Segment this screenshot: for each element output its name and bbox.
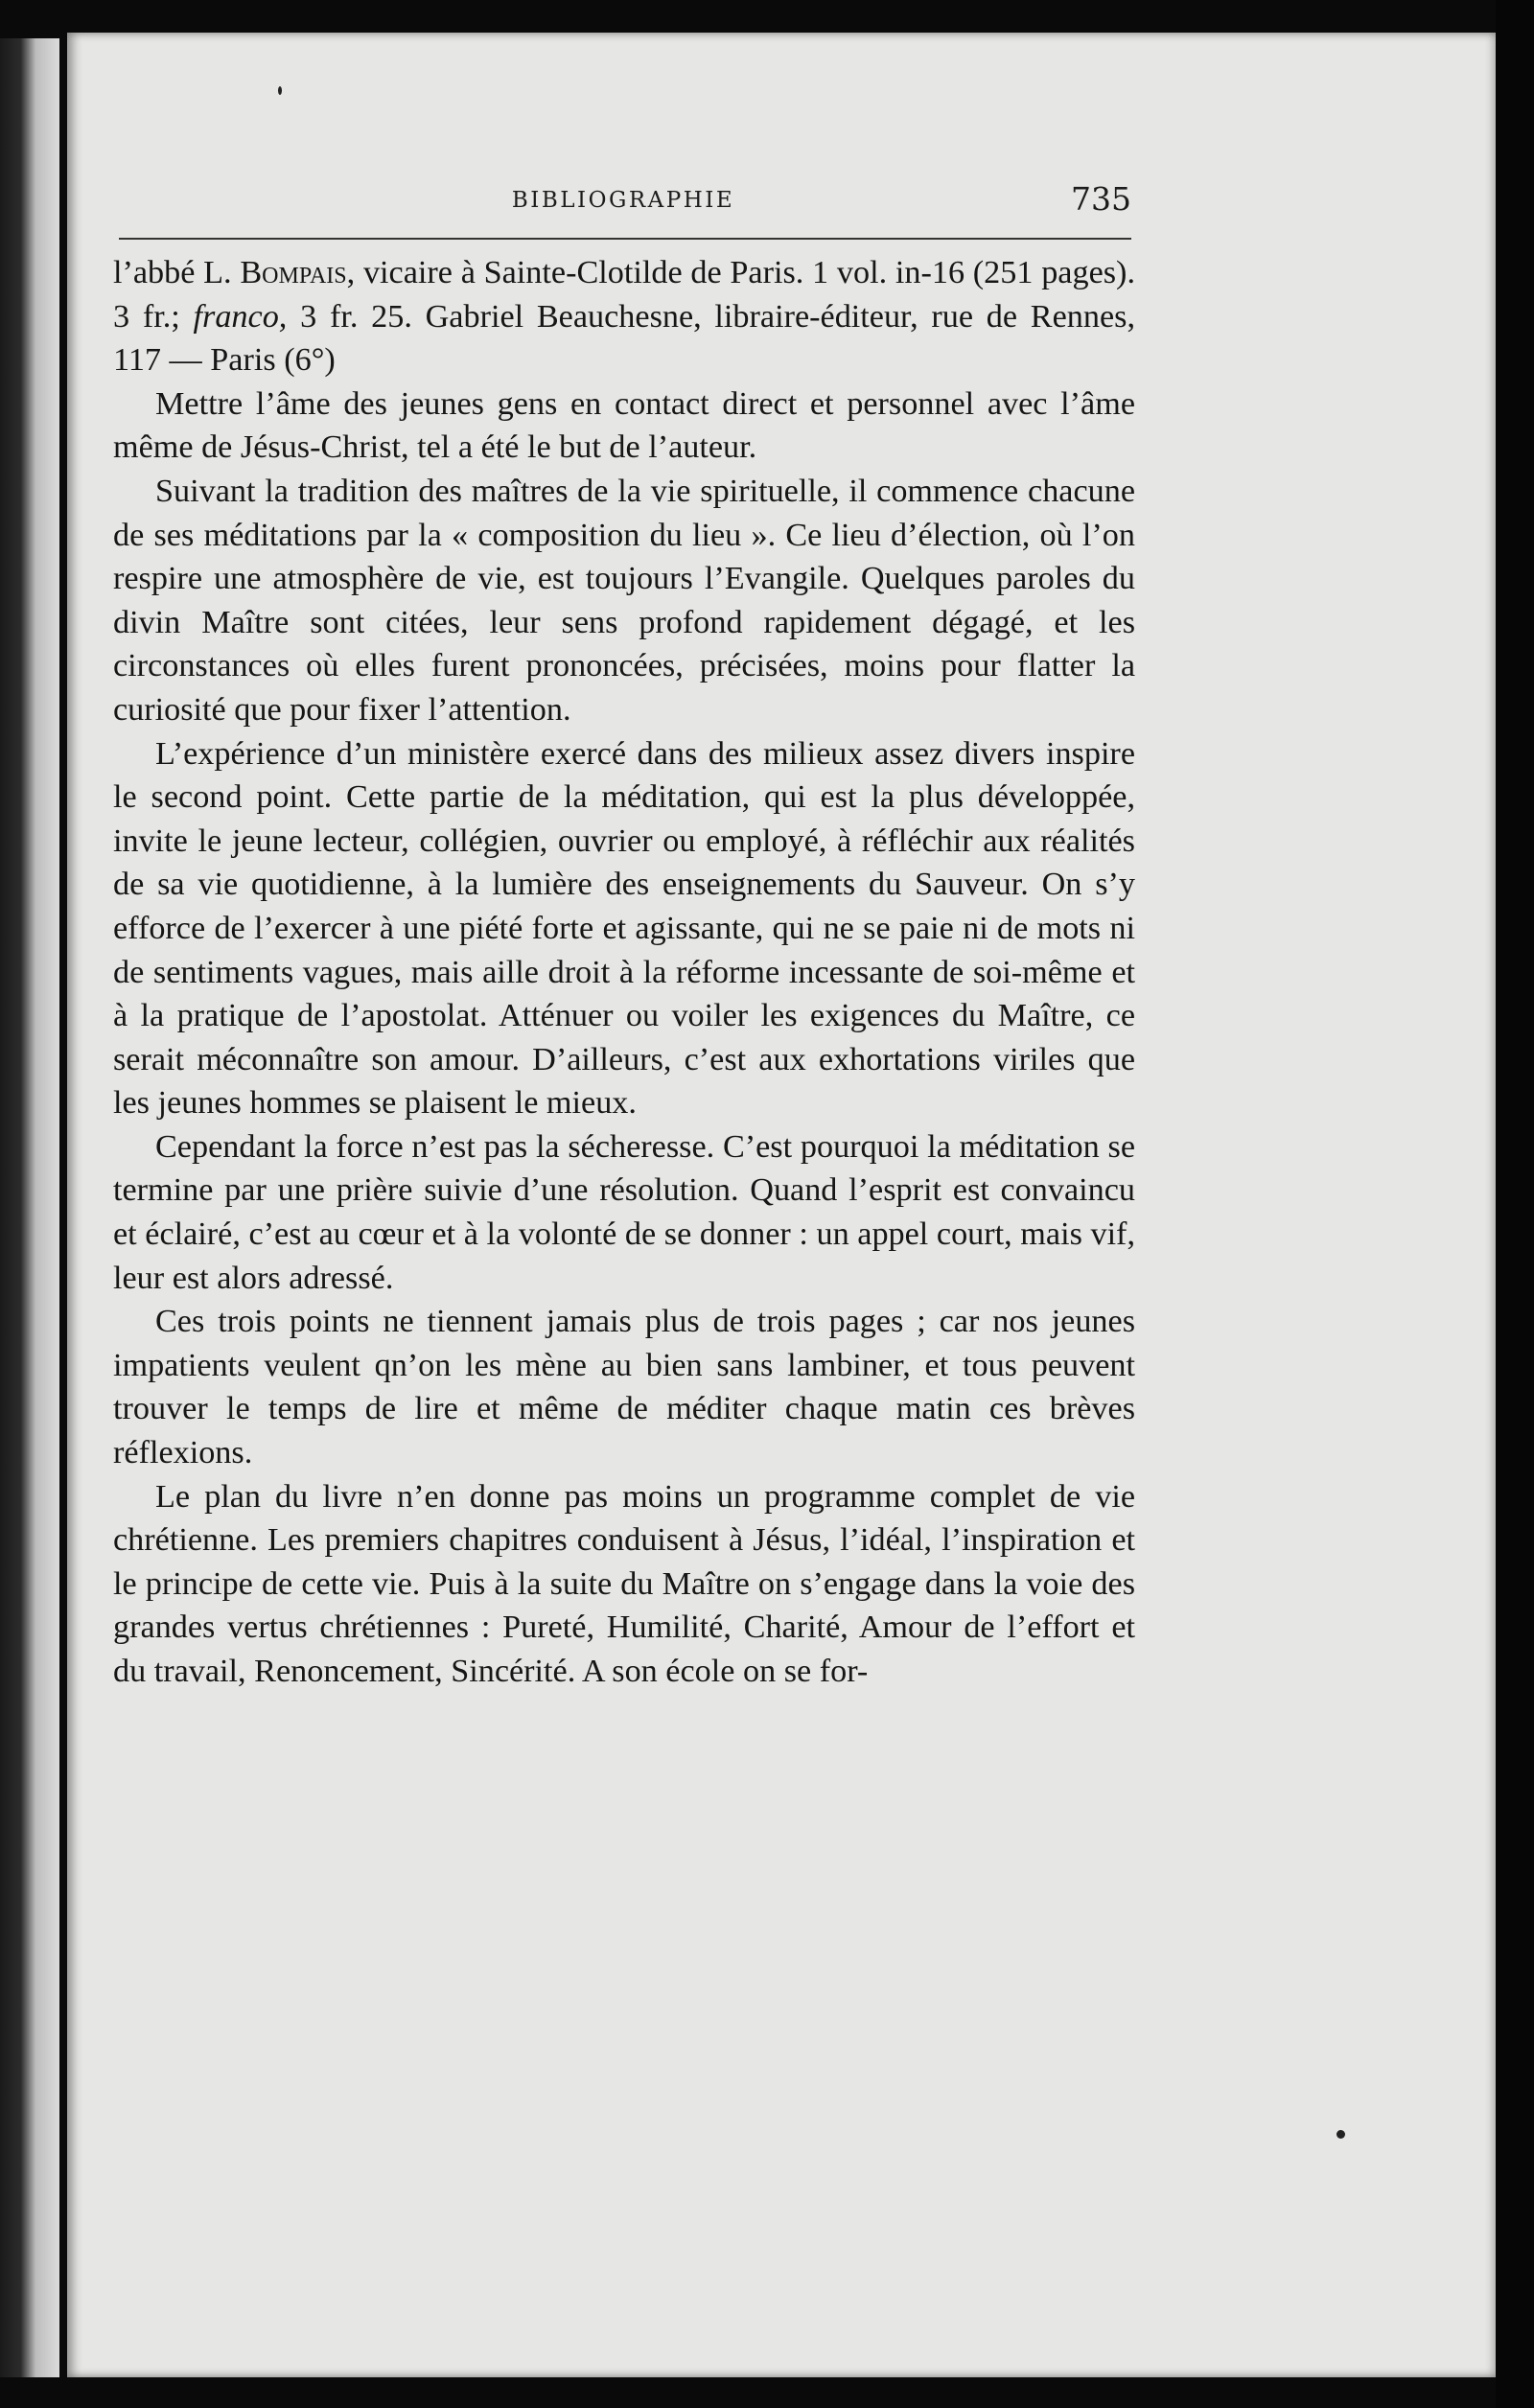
paragraph: Cependant la force n’est pas la sécheresse. C’est pourquoi la méditation se termine par une prière suivie d’une résolution. Quand l’esprit est convaincu et éclairé, c’est au cœur et à la volonté de se donner : un appel court, mais vif, leur est alors adressé. bbox=[113, 1128, 1135, 1296]
author-name: Bompais bbox=[240, 255, 347, 290]
body-text bbox=[113, 251, 1135, 1694]
page-number: 735 bbox=[1071, 180, 1131, 218]
franco-italic: franco, bbox=[193, 298, 288, 335]
paragraph: L’expérience d’un ministère exercé dans des milieux assez divers inspire le second point. Cette partie de la méditation, qui est la plus développée, invite le jeune lecteur, collégien, ouvrier ou employé, à réfléchir aux réalités de sa vie quotidienne, à la lumière des enseignements du Sauveur. On s’y efforce de l’exercer à une piété forte et agissante, qui ne se paie ni de mots ni de sentiments vagues, mais aille droit à la réforme incessante de soi-même et à la pratique de l’apostolat. Atténuer ou voiler les exigences du Maître, ce serait méconnaître son amour. D’ailleurs, c’est aux exhortations viriles que les jeunes hommes se plaisent le mieux. bbox=[113, 735, 1135, 1122]
entry-text: 3 fr. 25. Gabriel Beauchesne, libraire-éditeur, rue de Rennes, 117 — Paris (6°) bbox=[113, 298, 1135, 379]
ink-speck bbox=[1336, 2130, 1345, 2139]
paragraph: Suivant la tradition des maîtres de la vie spirituelle, il commence chacune de ses méditations par la « composition du lieu ». Ce lieu d’élection, où l’on respire une atmosphère de vie, est toujours l’Evangile. Quelques paroles du divin Maître sont citées, leur sens profond rapidement dégagé, et les circonstances où elles furent prononcées, précisées, moins pour flatter la curiosité que pour fixer l’attention. bbox=[113, 473, 1135, 728]
paragraph: Mettre l’âme des jeunes gens en contact direct et personnel avec l’âme même de Jésus-Christ, tel a été le but de l’auteur. bbox=[113, 385, 1135, 466]
ink-speck bbox=[278, 86, 282, 95]
paragraph: Ces trois points ne tiennent jamais plus de trois pages ; car nos jeunes impatients veulent qn’on les mène au bien sans lambiner, et tous peuvent trouver le temps de lire et même de méditer chaque matin ces brèves réflexions. bbox=[113, 1304, 1135, 1471]
facing-page-edge bbox=[0, 38, 59, 2377]
paragraph: Le plan du livre n’en donne pas moins un programme complet de vie chrétienne. Les premiers chapitres conduisent à Jésus, l’idéal, l’inspiration et le principe de cette vie. Puis à la suite du Maître on s’engage dans la voie des grandes vertus chrétiennes : Pureté, Humilité, Charité, Amour de l’effort et du travail, Renoncement, Sincérité. A son école on se for- bbox=[113, 1478, 1135, 1689]
page-header bbox=[115, 180, 1131, 224]
running-head: BIBLIOGRAPHIE bbox=[511, 188, 735, 213]
bibliographic-entry bbox=[113, 251, 1135, 382]
header-rule bbox=[119, 238, 1131, 240]
entry-text: , vicaire à Sainte-Clotilde de Paris. 1 vol. in-16 (251 pages). 3 fr.; bbox=[113, 255, 1135, 335]
scan-border-right bbox=[1496, 0, 1534, 2408]
entry-text: l’abbé L. bbox=[113, 255, 241, 290]
